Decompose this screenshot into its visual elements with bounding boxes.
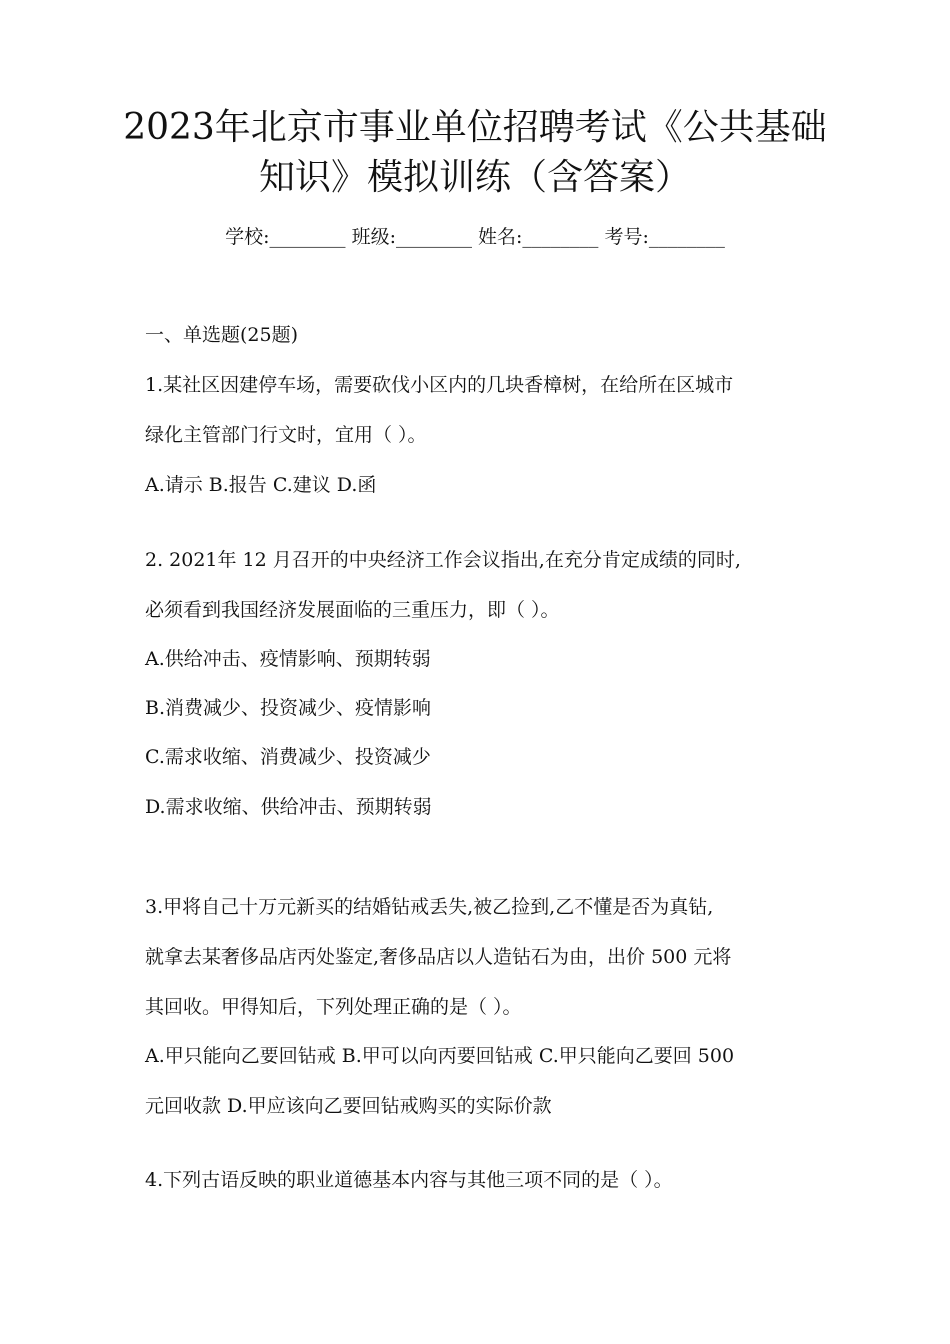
question-1-options: A.请示 B.报告 C.建议 D.函 [145,474,377,496]
question-3-text-line-2: 就拿去某奢侈品店丙处鉴定,奢侈品店以人造钻石为由，出价 500 元将 [145,946,732,968]
question-1-text-line-2: 绿化主管部门行文时，宜用（ ）。 [145,424,427,446]
question-3-text-line-3: 其回收。甲得知后，下列处理正确的是（ ）。 [145,996,522,1018]
student-info-fields: 学校:________ 班级:________ 姓名:________ 考号:________ [225,226,725,248]
question-1-text-line-1: 1.某社区因建停车场，需要砍伐小区内的几块香樟树，在给所在区城市 [145,374,734,396]
question-3-options-line-1: A.甲只能向乙要回钻戒 B.甲可以向丙要回钻戒 C.甲只能向乙要回 500 [145,1045,735,1067]
question-2-option-c: C.需求收缩、消费减少、投资减少 [145,746,431,768]
document-title-line-2: 知识》模拟训练（含答案） [258,157,691,198]
question-2-option-b: B.消费减少、投资减少、疫情影响 [145,697,432,719]
question-2-option-d: D.需求收缩、供给冲击、预期转弱 [145,796,432,818]
document-title-line-1: 2023年北京市事业单位招聘考试《公共基础 [123,107,827,148]
question-3-options-line-2: 元回收款 D.甲应该向乙要回钻戒购买的实际价款 [145,1095,552,1117]
question-2-option-a: A.供给冲击、疫情影响、预期转弱 [145,648,431,670]
question-2-text-line-2: 必须看到我国经济发展面临的三重压力，即（ ）。 [145,599,560,621]
question-2-text-line-1: 2. 2021年 12 月召开的中央经济工作会议指出,在充分肯定成绩的同时, [145,549,741,571]
section-heading: 一、单选题(25题) [145,324,299,346]
question-3-text-line-1: 3.甲将自己十万元新买的结婚钻戒丢失,被乙捡到,乙不懂是否为真钻, [145,896,714,918]
question-4-text-line-1: 4.下列古语反映的职业道德基本内容与其他三项不同的是（ ）。 [145,1169,673,1191]
